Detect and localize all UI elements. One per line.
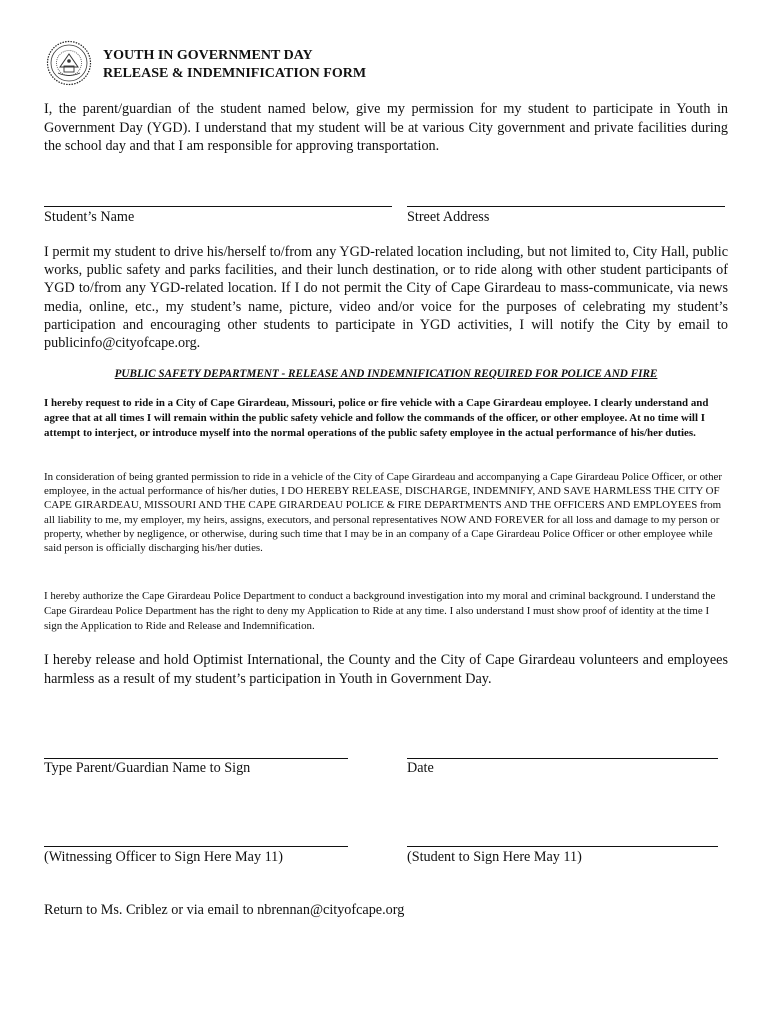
ride-request-paragraph: I hereby request to ride in a City of Cape Girardeau, Missouri, police or fire vehicle with a Cape Girardeau employee. I clearly understand and agree that at all times I will remain within the public safety vehicle and follow the commands of the officer, or other employee. At no time will I attempt to interject, or introduce myself into the normal operations of the public safety employee in the actual performance of his/her duties.	[44, 397, 709, 440]
student-signature-label: (Student to Sign Here May 11)	[407, 849, 582, 865]
release-consideration-paragraph: In consideration of being granted permission to ride in a vehicle of the City of Cape Girardeau and accompanying a Cape Girardeau Police Officer, or other employee, in the actual performance of his/her duties, I DO HEREBY RELEASE, DISCHARGE, INDEMNIFY, AND SAVE HARMLESS THE CITY OF CAPE GIRARDEAU, MISSOURI AND THE CAPE GIRARDEAU POLICE & FIRE DEPARTMENTS AND THE OFFICERS AND EMPLOYEES from all liability to me, my employer, my heirs, assigns, executors, and personal representatives NOW AND FOREVER for all loss and damage to my person or property, whether by negligence, or otherwise, during such time that I may be in an company of a Cape Girardeau Police Officer or other employee while said person is officially discharging his/her duties.	[44, 471, 722, 555]
intro-paragraph: I, the parent/guardian of the student named below, give my permission for my student to participate in Youth in Government Day (YGD). I understand that my student will be at various City government and private facilities during the school day and that I am responsible for approving transportation.	[44, 101, 728, 154]
parent-name-label: Type Parent/Guardian Name to Sign	[44, 760, 251, 776]
officer-signature-field[interactable]	[44, 846, 348, 847]
return-instructions: Return to Ms. Criblez or via email to nbrennan@cityofcape.org	[44, 902, 405, 918]
date-field[interactable]	[407, 758, 718, 759]
student-name-label: Student’s Name	[44, 209, 135, 225]
street-address-label: Street Address	[407, 209, 490, 225]
public-safety-heading: PUBLIC SAFETY DEPARTMENT - RELEASE AND INDEMNIFICATION REQUIRED FOR POLICE AND FIRE	[114, 368, 658, 380]
officer-signature-label: (Witnessing Officer to Sign Here May 11)	[44, 849, 283, 865]
student-name-field[interactable]	[44, 206, 392, 207]
release-paragraph: I hereby release and hold Optimist International, the County and the City of Cape Girardeau volunteers and employees harmless as a result of my student’s participation in Youth in Government Day.	[44, 652, 728, 687]
student-signature-field[interactable]	[407, 846, 718, 847]
form-title-line2: RELEASE & INDEMNIFICATION FORM	[103, 66, 367, 81]
date-label: Date	[407, 760, 434, 776]
city-seal-icon	[46, 40, 92, 86]
parent-name-field[interactable]	[44, 758, 348, 759]
form-title-line1: YOUTH IN GOVERNMENT DAY	[103, 48, 313, 63]
background-authorization-paragraph: I hereby authorize the Cape Girardeau Police Department to conduct a background investigation into my moral and criminal background. I understand the Cape Girardeau Police Department has the right to deny my Application to Ride at any time. I also understand I must show proof of identity at the time I sign the Application to Ride and Release and Indemnification.	[44, 590, 716, 633]
permission-paragraph: I permit my student to drive his/herself to/from any YGD-related location including, but not limited to, City Hall, public works, public safety and parks facilities, and their lunch destination, or to ride along with other student participants of YGD to/from any YGD-related location. If I do not permit the City of Cape Girardeau to mass-communicate, via news media, online, etc., my student’s name, picture, video and/or voice for the purposes of celebrating my student’s participation and encouraging other students to participate in YGD activities, I will notify the City by email to publicinfo@cityofcape.org.	[44, 244, 728, 352]
street-address-field[interactable]	[407, 206, 725, 207]
